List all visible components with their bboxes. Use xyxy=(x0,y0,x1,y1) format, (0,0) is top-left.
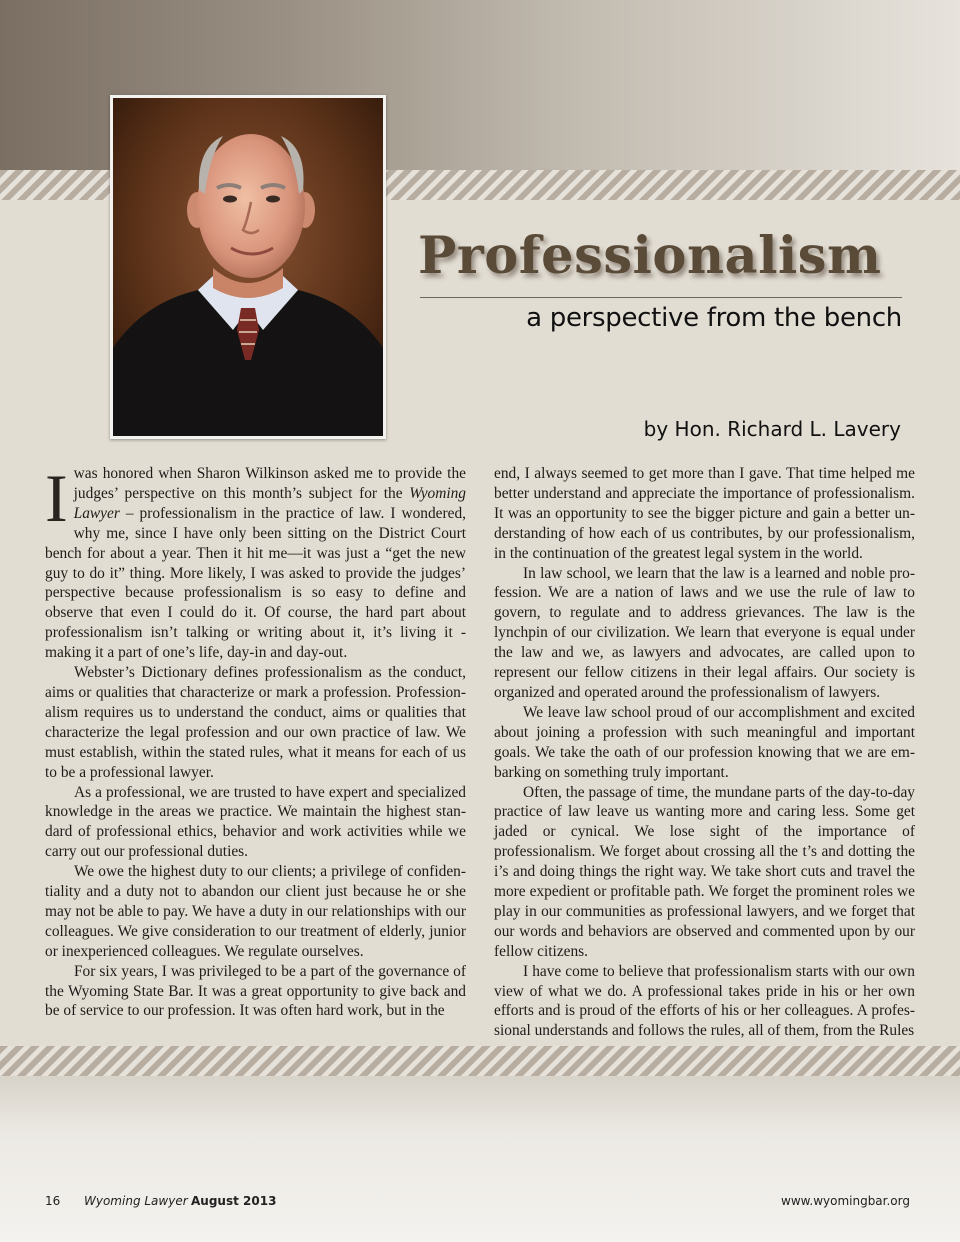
article-title: Professionalism xyxy=(418,226,882,286)
article-column-left xyxy=(45,460,466,1021)
paragraph: In law school, we learn that the law is a learned and noble profession. We are a nation of laws and we use the rule of law to govern, to regulate and to address grievances. The law is the lynchpin of our civilization. We learn that everyone is equal under the law and we, as lawyers and advocates, are called upon to represent our fellow citizens in their legal affairs. Our society is organized and operated around the professionalism of lawyers. xyxy=(494,564,915,701)
footer-issue-date: August 2013 xyxy=(191,1194,277,1208)
judge-portrait-icon xyxy=(113,98,383,436)
article-byline: by Hon. Richard L. Lavery xyxy=(643,417,901,441)
author-photo-frame xyxy=(110,95,386,439)
paragraph xyxy=(45,460,466,663)
article-subtitle: a perspective from the bench xyxy=(526,303,902,333)
paragraph: We owe the highest duty to our clients; a privilege of confidentiality and a duty not to abandon our client just because he or she may not be able to pay. We have a duty in our relationships with our colleagues. We give consideration to our treatment of elderly, junior or inexperienced colleagues. We regulate ourselves. xyxy=(45,863,466,960)
paragraph: I have come to believe that professionalism starts with our own view of what we do. A professional takes pride in his or her own efforts and is proud of the efforts of his or her colleagues. A professional understands and follows the rules, all of them, from the Rules xyxy=(494,962,915,1040)
drop-cap: I xyxy=(45,460,68,536)
paragraph: Often, the passage of time, the mundane parts of the day-to-day practice of law leave us wanting more and caring less. Some get jaded or cynical. We lose sight of the importance of professionalism. We forget about crossing all the t’s and dotting the i’s and doing things the right way. We take short cuts and travel the more expedient or profitable path. We forget the prominent roles we play in our communities as professional lawyers, and we forget that our words and behaviors are observed and commented upon by our fellow citizens. xyxy=(494,783,915,960)
paragraph-text: was honored when Sharon Wilkinson asked me to provide the judges’ perspective on this month’s subject for the xyxy=(73,465,466,502)
paragraph: end, I always seemed to get more than I gave. That time helped me better understand and appreciate the importance of professionalism. It was an opportunity to see the bigger picture and gain a better understanding of how each of us contributes, by our professionalism, in the continuation of the greatest legal system in the world. xyxy=(494,465,915,562)
paragraph: For six years, I was privileged to be a part of the governance of the Wyoming State Bar. It was a great opportunity to give back and be of service to our profession. It was often hard work, but in the xyxy=(45,962,466,1020)
article-column-right xyxy=(494,464,915,1041)
footer-gradient-band xyxy=(0,1076,960,1242)
magazine-name: Wyoming Lawyer xyxy=(73,484,466,522)
paragraph-text: – professionalism in the practice of law. I wondered, why me, since I have only been sitting on the District Court bench for about a year. Then it hit me—it was just a “get the new guy to do it” thing. More likely, I was asked to provide the judges’ perspective because professionalism is so easy to define and observe that even I could do it. Of course, the hard part about professionalism isn’t talking or writing about it, it’s living it - making it a part of one’s life, day-in and day-out. xyxy=(45,504,466,662)
footer-magazine-name: Wyoming Lawyer xyxy=(84,1194,188,1208)
paragraph: As a professional, we are trusted to have expert and specialized knowledge in the areas we practice. We maintain the highest standard of professional ethics, behavior and work activities while we carry out our professional duties. xyxy=(45,783,466,861)
footer-website: www.wyomingbar.org xyxy=(781,1194,910,1208)
bottom-diagonal-stripe xyxy=(0,1046,960,1076)
paragraph: Webster’s Dictionary defines professionalism as the conduct, aims or qualities that characterize or mark a profession. Professionalism requires us to understand the conduct, aims or qualities that characterize the legal profession and our own practice of law. We must establish, within the stated rules, what it means for each of us to be a professional lawyer. xyxy=(45,664,466,781)
paragraph: We leave law school proud of our accomplishment and excited about joining a profession with such meaningful and important goals. We take the oath of our profession knowing that we are embarking on something truly important. xyxy=(494,703,915,781)
page-number: 16 xyxy=(45,1194,61,1208)
title-divider xyxy=(420,297,902,298)
